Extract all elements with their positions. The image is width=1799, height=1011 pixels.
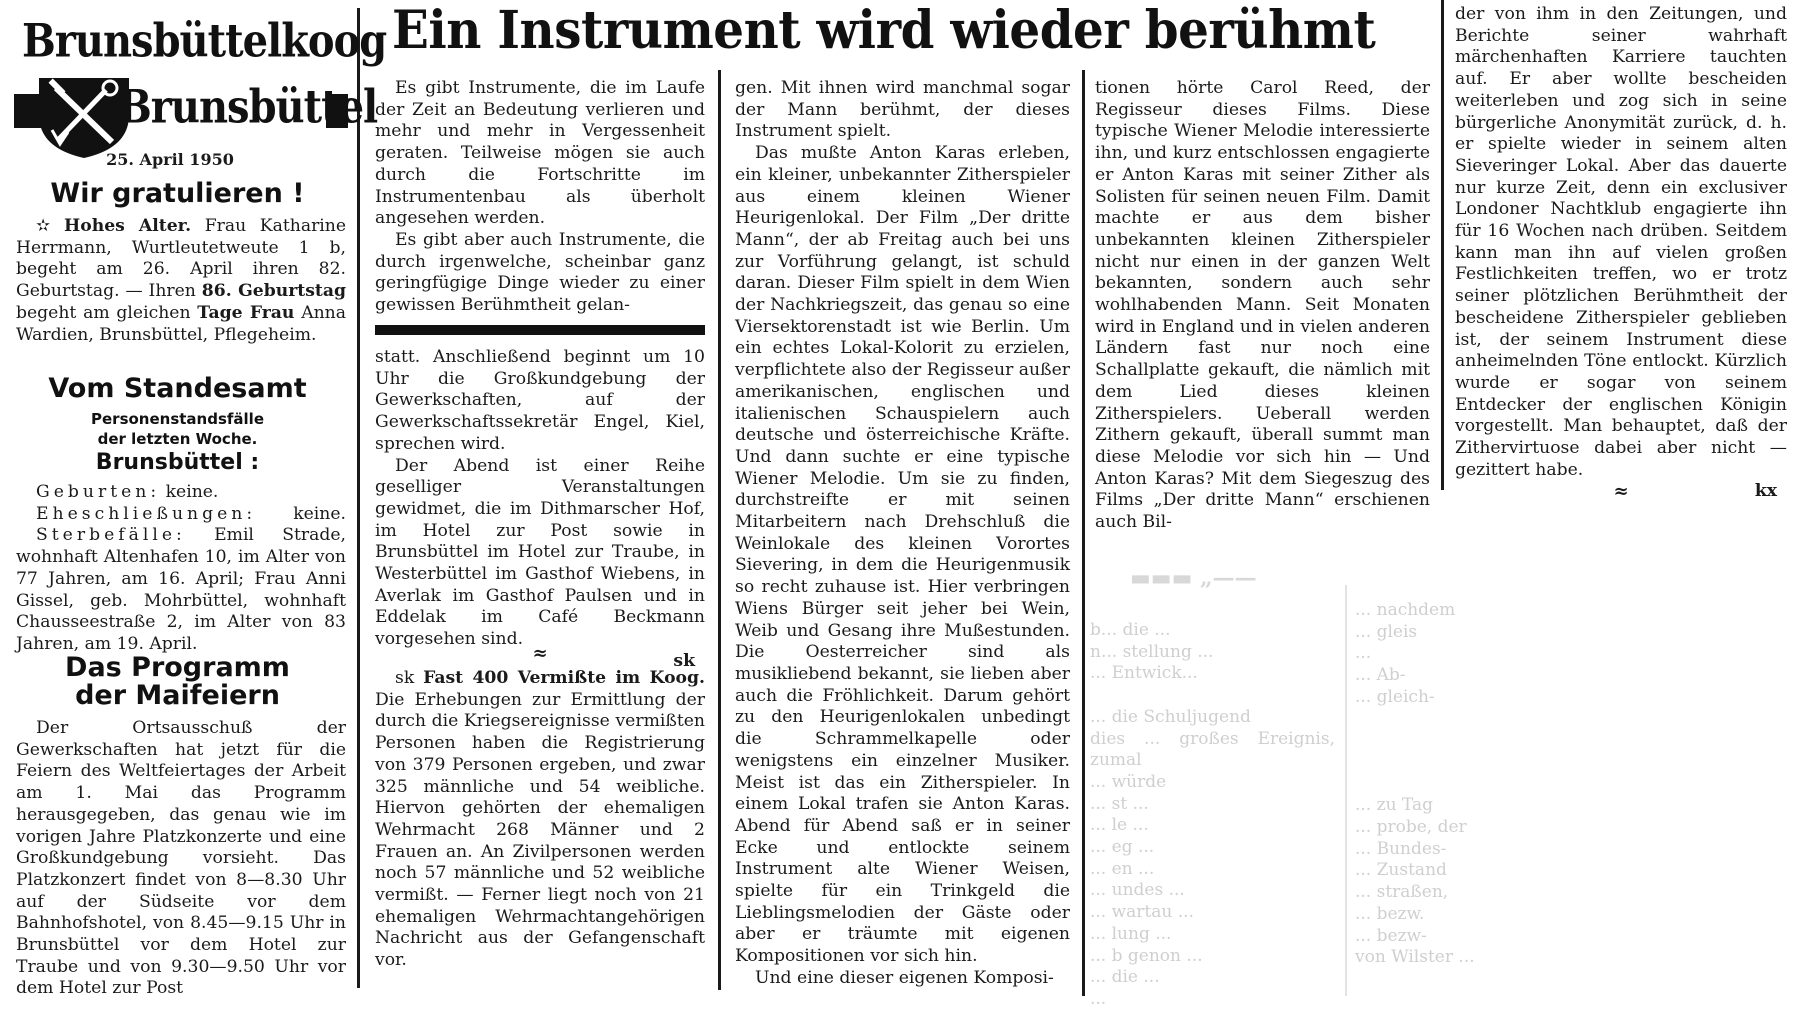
paragraph: der von ihm in den Zeitungen, und Berichte seiner wahrhaft märchenhaften Karriere tauchten auf. Er aber wollte bescheiden weiterleben und zog sich in seine bürgerliche Anonymität zurück, d. h. er spielte wieder in seinem alten Sieveringer Lokal. Aber das dauerte nur kurze Zeit, denn ein exclusiver Londoner Nachtklub engagierte ihn für 16 Wochen nach drüben. Seitdem kann man ihn auf vielen großen Festlichkeiten treffen, wo er trotz seiner plötzlichen Berühmtheit der bescheidene Zitherspieler geblieben ist, der seinem Instrument diese anheimelnden Töne entlockt. Kürzlich wurde er sogar von seinem Entdecker der englischen Königin vorgestellt. Man behauptet, daß der Zithervirtuose dabei aber nicht — gezittert habe.: [1455, 4, 1787, 480]
ghost-line: [1355, 774, 1785, 796]
ghost-line: von Wilster ...: [1355, 947, 1475, 968]
paragraph: statt. Anschließend beginnt um 10 Uhr die Großkundgebung der Gewerkschaften, auf der Gewerkschaftssekretär Engel, Kiel, sprechen wird.: [375, 347, 705, 454]
ghost-line: ... st ...: [1090, 793, 1149, 814]
paragraph: Der Ortsausschuß der Gewerkschaften hat jetzt für die Feiern des Weltfeiertages der Arbeit am 1. Mai das Programm herausgegeben, das genau wie im vorigen Jahre Platzkonzerte und eine Großkundgebung vorsieht. Das Platzkonzert findet von 8—8.30 Uhr auf der Südseite vor dem Bahnhofshotel, von 8.45—9.15 Uhr in Brunsbüttel vor dem Hotel zur Traube und von 9.30—9.50 Uhr vor dem Hotel zur Post: [16, 718, 346, 999]
article-col3: [735, 78, 1070, 990]
ghost-line: dies ... großes Ereignis, zumal: [1090, 728, 1335, 771]
article-end-bar: [375, 325, 705, 335]
paragraph: Es gibt aber auch Instrumente, die durch irgenwelche, scheinbar ganz geringfügige Dinge wieder zu einer gewissen Berühmtheit gelan-: [375, 229, 705, 316]
ghost-line: ... würde: [1090, 771, 1167, 792]
programm-text-col2: [375, 347, 705, 673]
column-rule: [1441, 0, 1444, 490]
ghost-line: b... die ...: [1090, 620, 1171, 640]
ghost-line: ... lung ...: [1090, 923, 1172, 944]
section-heading-programm: Das Programm: [65, 652, 290, 683]
emphasis-text: Tage Frau: [197, 302, 295, 323]
separator-wave-icon: ≈: [1613, 481, 1629, 502]
ghost-line: ... zu Tag: [1355, 795, 1433, 816]
author-signature: sk: [673, 650, 695, 671]
paragraph-text: Frau Katharine Herrmann, Wurtleutetweute 1 b, begeht am 26. April ihren 82. Geburtstag. — Ihren: [16, 216, 347, 302]
section-heading-standesamt: Vom Standesamt: [48, 373, 307, 404]
column-rule: [357, 8, 360, 988]
ghost-heading: ▬▬▬ „——: [1130, 565, 1257, 591]
section-heading-programm-2: der Maifeiern: [75, 680, 280, 711]
paragraph-text: Die Erhebungen zur Ermittlung der durch die Kriegsereignisse vermißten Personen haben die Registrierung von 379 Personen ergeben, und zwar 325 männliche und 54 weibliche. Hiervon gehörten der ehemaligen Wehrmacht 268 Männer und 2 Frauen an. An Zivilpersonen werden noch 57 männliche und 52 weibliche vermißt. — Ferner liegt noch von 21 ehemaligen Wehrmachtangehörigen Nachricht aus der Gefangenschaft vor.: [375, 689, 705, 971]
label: Sterbefälle:: [36, 525, 186, 546]
ghost-line: ... gleich-: [1355, 686, 1435, 707]
ghost-line: ... Entwick...: [1090, 663, 1198, 684]
column-rule: [1082, 70, 1085, 996]
article-headline: Ein Instrument wird wieder berühmt: [392, 0, 1376, 61]
value: Emil Strade, wohnhaft Altenhafen 10, im Alter von 77 Jahren, am 16. April; Frau Anni Gissel, geb. Mohrbüttel, wohnhaft Chausseestraße 2, im Alter von 83 Jahren, am 19. April.: [16, 525, 346, 654]
ghost-text-right: [1355, 600, 1785, 969]
item-title: Fast 400 Vermißte im Koog.: [423, 668, 705, 688]
article-col5: [1455, 4, 1787, 503]
ghost-line: [1090, 685, 1335, 707]
ghost-line: ... eg ...: [1090, 837, 1155, 858]
issue-date: 25. April 1950: [106, 150, 234, 169]
ghost-line: n... stellung ...: [1090, 641, 1214, 662]
ghost-line: ... en ...: [1090, 858, 1155, 879]
article-col4: [1095, 78, 1430, 534]
vermisste-text: [375, 668, 705, 972]
emphasis-text: 86. Geburtstag: [201, 281, 347, 302]
ghost-line: ... wartau ...: [1090, 902, 1194, 923]
paragraph: tionen hörte Carol Reed, der Regisseur dieses Films. Diese typische Wiener Melodie interessierte ihn, und kurz entschlossen engagierte er Anton Karas mit seiner Zither als Solisten für seinen neuen Film. Damit machte er aus dem bisher unbekannten kleinen Zitherspieler nicht nur einen in der ganzen Welt bekannten, sondern auch sehr wohlhabenden Mann. Seit Monaten wird in England und in vielen anderen Ländern fast nur noch eine Schallplatte gekauft, die nämlich mit dem Lied dieses kleinen Zitherspielers. Ueberall werden Zithern gekauft, überall summt man diese Melodie vor sich hin — Und Anton Karas? Mit dem Siegeszug des Films „Der dritte Mann“ erschienen auch Bil-: [1095, 78, 1430, 533]
ghost-line: ... die Schuljugend: [1090, 706, 1251, 727]
standesamt-text: [16, 482, 346, 656]
article-col2: [375, 78, 705, 317]
paragraph: Das mußte Anton Karas erleben, ein kleiner, unbekannter Zitherspieler aus einem kleinen Wiener Heurigenlokal. Der Film „Der dritte Mann“, der ab Freitag auch bei uns zur Vorführung gelangt, ist schuld daran. Dieser Film spielt in dem Wien der Nachkriegszeit, das genau so eine Viersektorenstadt ist wie Berlin. Um ein echtes Lokal-Kolorit zu erzielen, verpflichtete also der Regisseur außer amerikanischen, englischen und italienischen Schauspielern auch deutsche und österreichische Kräfte. Und dann suchte er eine typische Wiener Melodie. Um sie zu finden, durchstreifte er mit seinen Mitarbeitern nach Drehschluß die Weinlokale des kleinen Vorortes Sievering, in dem die Heurigenmusik so recht zuhause ist. Hier verbringen Wiens Bürger seit jeher bei Wein, Weib und Gesang ihre Mußestunden. Die Oesterreicher sind als musikliebend bekannt, sie lieben aber auch die Fröhlichkeit. Darum gehört zu den Heurigenlokalen unbedingt die Schrammelkapelle oder wenigstens ein einzelner Musiker. Meist ist das ein Zitherspieler. In einem Lokal trafen sie Anton Karas. Abend für Abend saß er in seiner Ecke und entlockte seinem Instrument alte Wiener Weisen, spielte für ein Trinkgeld die Lieblingsmelodien der Gäste oder aber er träumte mit eigenen Kompositionen vor sich hin.: [735, 143, 1070, 967]
gratulieren-text: [16, 216, 346, 346]
ghost-line: ... Ab-: [1355, 665, 1406, 686]
ghost-line: ... bezw-: [1355, 925, 1427, 946]
separator-wave-icon: ≈: [532, 643, 548, 664]
ghost-line: ... straßen,: [1355, 882, 1449, 903]
author-prefix: sk: [395, 668, 415, 688]
item-lead: Hohes Alter.: [64, 216, 192, 236]
ghost-line: ... Bundes-: [1355, 838, 1447, 859]
ghost-line: [1355, 752, 1785, 774]
ghost-line: ... probe, der: [1355, 817, 1467, 838]
subheading: der letzten Woche.: [97, 430, 258, 448]
masthead-title-line1: Brunsbüttelkoog: [22, 14, 387, 69]
ghost-line: ... bezw.: [1355, 903, 1425, 924]
label: Geburten:: [36, 482, 161, 502]
ghost-line: ...: [1090, 988, 1107, 1009]
value: keine.: [165, 482, 219, 502]
ghost-line: [1355, 709, 1785, 731]
ghost-text-left: [1090, 620, 1335, 1011]
ghost-line: ... Zustand: [1355, 860, 1447, 881]
masthead: [14, 12, 387, 147]
author-signature: kx: [1754, 481, 1777, 502]
ghost-line: ... nachdem: [1355, 600, 1456, 620]
paragraph: Und eine dieser eigenen Komposi-: [755, 967, 1054, 988]
subheading: Personenstandsfälle: [91, 410, 264, 428]
ghost-column-rule: [1345, 585, 1347, 996]
paragraph-text: begeht am gleichen: [16, 302, 191, 323]
place-heading: Brunsbüttel :: [95, 450, 260, 475]
paragraph-text: Anna Wardien, Brunsbüttel, Pflegeheim.: [16, 302, 347, 345]
paragraph: gen. Mit ihnen wird manchmal sogar der Mann berühmt, der dieses Instrument spielt.: [735, 78, 1070, 142]
label: Eheschließungen:: [36, 503, 257, 524]
ghost-line: ... undes ...: [1090, 880, 1185, 901]
star-icon: ✫: [36, 216, 51, 236]
masthead-title-line2: Brunsbüttel: [118, 80, 378, 135]
ghost-line: ... b genon ...: [1090, 945, 1203, 966]
ghost-line: ... die ...: [1090, 967, 1160, 988]
paragraph: Der Abend ist einer Reihe geselliger Veranstaltungen gewidmet, die im Dithmarscher Hof, im Hotel zur Post sowie in Brunsbüttel im Hotel zur Traube, in Westerbüttel im Gasthof Wiebens, in Averlak im Gasthof Paulsen und in Eddelak im Café Beckmann vorgesehen sind.: [375, 455, 705, 650]
paragraph: Es gibt Instrumente, die im Laufe der Zeit an Bedeutung verlieren und mehr und mehr in Vergessenheit geraten. Teilweise mögen sie auch durch die Fortschritte im Instrumentenbau als überholt angesehen werden.: [375, 78, 705, 229]
column-rule: [718, 70, 721, 990]
programm-text-col1: [16, 718, 346, 1000]
section-heading-gratulieren: Wir gratulieren !: [50, 178, 305, 209]
ghost-line: [1355, 730, 1785, 752]
value: keine.: [293, 503, 346, 524]
ghost-line: ...: [1355, 643, 1372, 664]
ghost-line: ... le ...: [1090, 815, 1149, 836]
ghost-line: ... gleis: [1355, 621, 1418, 642]
